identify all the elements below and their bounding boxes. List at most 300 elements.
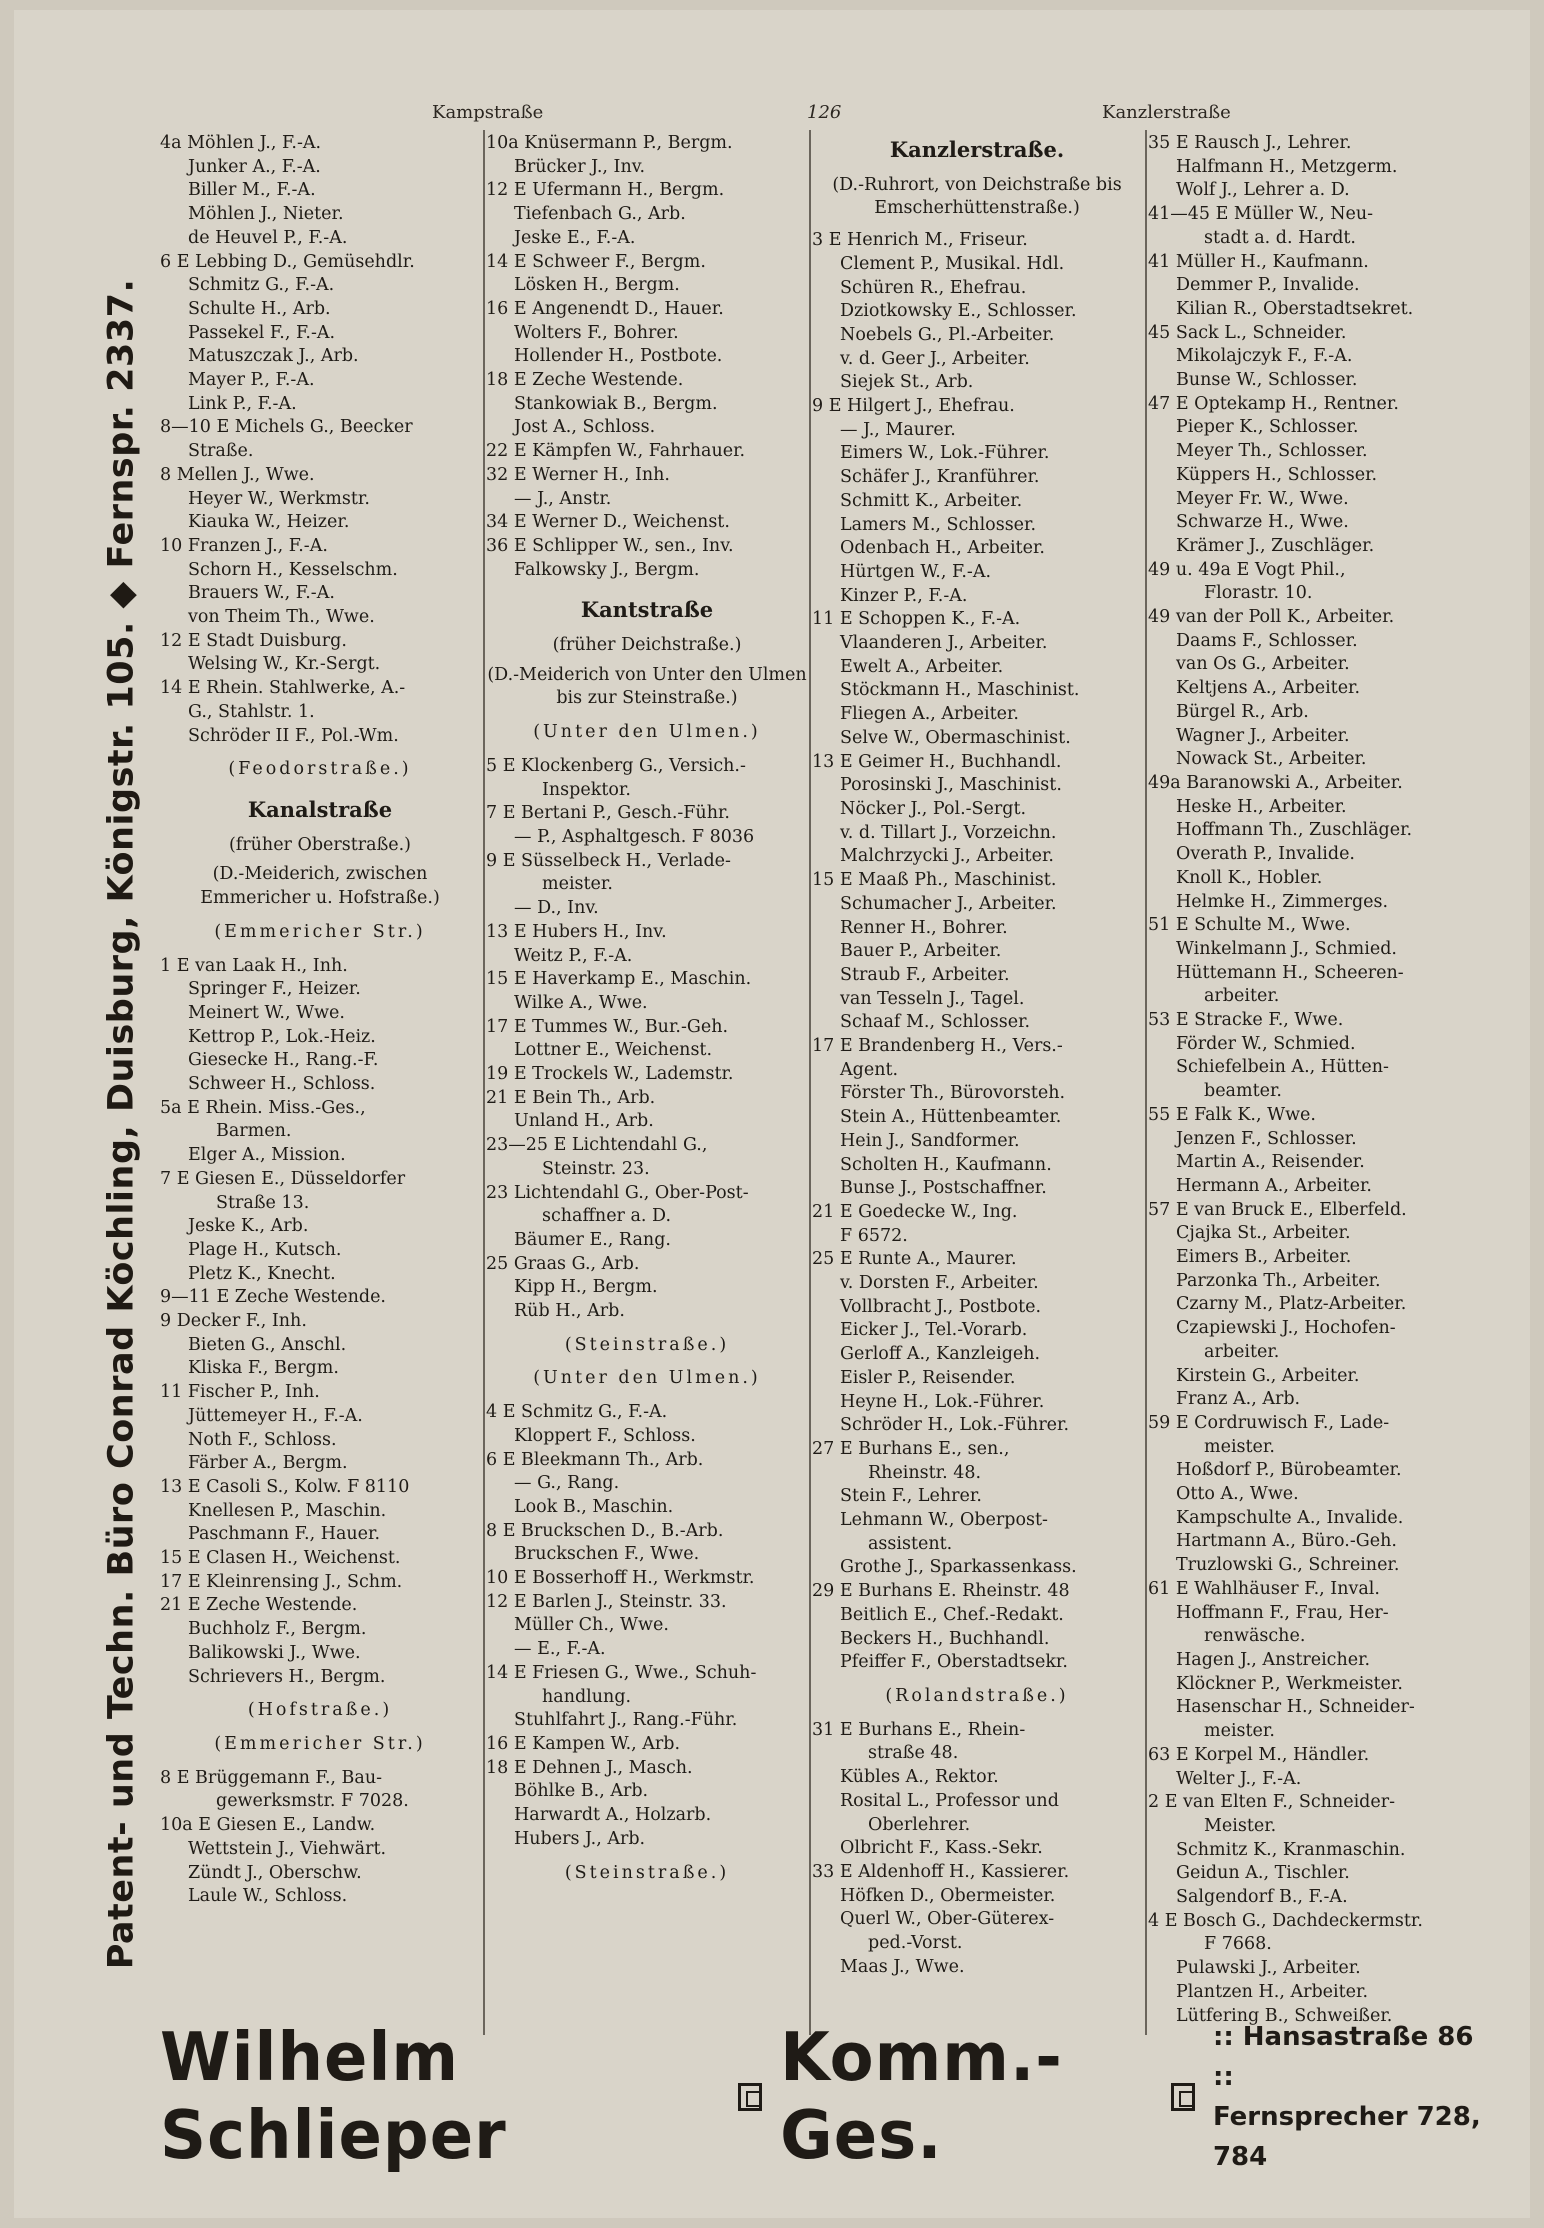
- entry: 9 E Hilgert J., Ehefrau.: [812, 396, 1015, 417]
- entry: 57 E van Bruck E., Elberfeld.: [1148, 1199, 1407, 1220]
- entry: Bunse J., Postschaffner.: [840, 1178, 1047, 1199]
- entry: Meyer Fr. W., Wwe.: [1176, 488, 1349, 509]
- entry: Meister.: [1204, 1815, 1277, 1836]
- entry: Bunse W., Schlosser.: [1176, 370, 1358, 391]
- entry: Martin A., Reisender.: [1176, 1152, 1365, 1173]
- entry: Renner H., Bohrer.: [840, 917, 1008, 938]
- entry: Wettstein J., Viehwärt.: [188, 1838, 387, 1859]
- entry: 8 E Brüggemann F., Bau-: [160, 1767, 383, 1788]
- street-heading: Kanalstraße: [247, 796, 393, 822]
- entry: 5 E Klockenberg G., Versich.-: [486, 755, 746, 776]
- entry: Barmen.: [216, 1121, 292, 1142]
- entry: Schumacher J., Arbeiter.: [840, 893, 1057, 914]
- entry: Höfken D., Obermeister.: [840, 1885, 1056, 1906]
- entry: — J., Maurer.: [840, 419, 956, 440]
- entry: Welter J., F.-A.: [1176, 1768, 1302, 1789]
- street-note: (Rolandstraße.): [885, 1686, 1069, 1706]
- entry: Kinzer P., F.-A.: [840, 585, 968, 606]
- entry: — J., Anstr.: [514, 488, 612, 509]
- entry: 21 E Goedecke W., Ing.: [812, 1201, 1018, 1222]
- entry: handlung.: [542, 1686, 632, 1707]
- entry: 25 Graas G., Arb.: [486, 1253, 640, 1274]
- entry: Schröder H., Lok.-Führer.: [840, 1415, 1070, 1436]
- entry: Demmer P., Invalide.: [1176, 275, 1360, 296]
- entry: 36 E Schlipper W., sen., Inv.: [486, 535, 734, 556]
- entry: 17 E Kleinrensing J., Schm.: [160, 1571, 403, 1592]
- entry: Noebels G., Pl.-Arbeiter.: [840, 324, 1055, 345]
- entry: Pulawski J., Arbeiter.: [1176, 1958, 1361, 1979]
- entry: Hasenschar H., Schneider-: [1176, 1697, 1415, 1718]
- entry: Porosinski J., Maschinist.: [840, 775, 1062, 796]
- entry: Jeske E., F.-A.: [514, 227, 636, 248]
- entry: 33 E Aldenhoff H., Kassierer.: [812, 1861, 1070, 1882]
- entry: 17 E Brandenberg H., Vers.-: [812, 1036, 1063, 1057]
- entry: gewerksmstr. F 7028.: [216, 1791, 409, 1812]
- street-note: (Steinstraße.): [564, 1334, 730, 1355]
- entry: Eimers B., Arbeiter.: [1176, 1247, 1352, 1268]
- entry: Krämer J., Zuschläger.: [1176, 535, 1375, 556]
- entry: 23 Lichtendahl G., Ober-Post-: [486, 1182, 749, 1203]
- entry: van Tesseln J., Tagel.: [840, 988, 1025, 1009]
- entry: Hoffmann F., Frau, Her-: [1176, 1602, 1389, 1623]
- entry: Siejek St., Arb.: [840, 372, 974, 393]
- entry: Laule W., Schloss.: [188, 1886, 348, 1907]
- entry: 14 E Friesen G., Wwe., Schuh-: [486, 1662, 757, 1683]
- entry: — P., Asphaltgesch. F 8036: [514, 826, 755, 847]
- entry: 23—25 E Lichtendahl G.,: [486, 1135, 708, 1156]
- entry: schaffner a. D.: [542, 1206, 672, 1227]
- entry: Plantzen H., Arbeiter.: [1176, 1981, 1369, 2002]
- entry: Hollender H., Postbote.: [514, 346, 723, 367]
- entry: F 6572.: [840, 1225, 908, 1246]
- entry: 3 E Henrich M., Friseur.: [812, 230, 1028, 251]
- entry: Elger A., Mission.: [188, 1145, 346, 1166]
- entry: 9 E Süsselbeck H., Verlade-: [486, 850, 731, 871]
- entry: 12 E Ufermann H., Bergm.: [486, 180, 725, 201]
- header-right: Kanzlerstraße: [1102, 102, 1231, 123]
- entry: Heyne H., Lok.-Führer.: [840, 1391, 1045, 1412]
- entry: Wilke A., Wwe.: [514, 992, 648, 1013]
- entry: Kübles A., Rektor.: [840, 1767, 999, 1788]
- entry: Bruckschen F., Wwe.: [514, 1544, 700, 1565]
- entry: 4a Möhlen J., F.-A.: [160, 133, 322, 153]
- entry: Meyer Th., Schlosser.: [1176, 441, 1368, 462]
- side-advertisement: [86, 118, 156, 2130]
- entry: 5a E Rhein. Miss.-Ges.,: [160, 1097, 366, 1118]
- entry: 10 E Bosserhoff H., Werkmstr.: [486, 1568, 755, 1589]
- street-note: (Feodorstraße.): [228, 759, 412, 780]
- entry: Noth F., Schloss.: [188, 1429, 337, 1450]
- entry: 61 E Wahlhäuser F., Inval.: [1148, 1578, 1380, 1599]
- entry: Kettrop P., Lok.-Heiz.: [188, 1026, 376, 1047]
- entry: 13 E Casoli S., Kolw. F 8110: [160, 1476, 410, 1497]
- entry: 19 E Trockels W., Lademstr.: [486, 1064, 734, 1085]
- entry: arbeiter.: [1204, 1341, 1280, 1362]
- entry: Hoffmann Th., Zuschläger.: [1176, 820, 1413, 841]
- entry: Wolf J., Lehrer a. D.: [1176, 180, 1350, 201]
- entry: Maas J., Wwe.: [840, 1956, 965, 1977]
- entry: Förder W., Schmied.: [1176, 1033, 1356, 1054]
- entry: Mikolajczyk F., F.-A.: [1176, 346, 1353, 367]
- entry: meister.: [1204, 1436, 1275, 1457]
- entry: Franz A., Arb.: [1176, 1389, 1301, 1410]
- entry: 11 E Schoppen K., F.-A.: [812, 609, 1021, 630]
- entry: Salgendorf B., F.-A.: [1176, 1887, 1348, 1908]
- entry: 15 E Clasen H., Weichenst.: [160, 1548, 401, 1569]
- entry: Helmke H., Zimmerges.: [1176, 891, 1389, 912]
- entry: Junker A., F.-A.: [188, 156, 321, 177]
- advertiser-name: Wilhelm Schlieper: [160, 2019, 507, 2175]
- entry: Harwardt A., Holzarb.: [514, 1805, 712, 1826]
- entry: 32 E Werner H., Inh.: [486, 464, 670, 485]
- entry: Schmitz K., Kranmaschin.: [1176, 1839, 1406, 1860]
- entry: Hoßdorf P., Bürobeamter.: [1176, 1460, 1402, 1481]
- entry: Stuhlfahrt J., Rang.-Führ.: [514, 1710, 738, 1731]
- entry: Schulte H., Arb.: [188, 298, 331, 319]
- header-left: Kampstraße: [432, 102, 544, 123]
- advertiser-phone: Fernsprecher 728, 784: [1212, 2102, 1481, 2172]
- entry: Rosital L., Professor und: [840, 1790, 1059, 1811]
- column-1: [160, 132, 480, 1909]
- entry: Hubers J., Arb.: [514, 1828, 646, 1849]
- street-heading: Kantstraße: [580, 597, 714, 623]
- square-ornament-icon: [1171, 2083, 1195, 2111]
- entry: Scholten H., Kaufmann.: [840, 1154, 1052, 1175]
- entry: Paschmann F., Hauer.: [188, 1524, 381, 1545]
- entry: Querl W., Ober-Güterex-: [840, 1909, 1055, 1930]
- street-note: (Emmericher Str.): [214, 921, 426, 942]
- entry: Nowack St., Arbeiter.: [1176, 749, 1367, 770]
- column-divider: [1145, 130, 1147, 2035]
- entry: Pfeiffer F., Oberstadtsekr.: [840, 1652, 1068, 1673]
- entry: Schröder II F., Pol.-Wm.: [188, 725, 399, 746]
- entry: Straße 13.: [216, 1192, 310, 1213]
- entry: Kiauka W., Heizer.: [188, 512, 350, 533]
- entry: Plage H., Kutsch.: [188, 1239, 342, 1260]
- entry: 51 E Schulte M., Wwe.: [1148, 915, 1351, 936]
- entry: Möhlen J., Nieter.: [188, 204, 344, 225]
- entry: Hürtgen W., F.-A.: [840, 561, 992, 582]
- entry: 13 E Geimer H., Buchhandl.: [812, 751, 1062, 772]
- entry: Rheinstr. 48.: [868, 1462, 982, 1483]
- entry: Hein J., Sandformer.: [840, 1130, 1020, 1151]
- entry: Schüren R., Ehefrau.: [840, 277, 1027, 298]
- entry: 6 E Bleekmann Th., Arb.: [486, 1449, 704, 1470]
- entry: Lamers M., Schlosser.: [840, 514, 1037, 535]
- entry: Hagen J., Anstreicher.: [1176, 1650, 1371, 1670]
- entry: von Theim Th., Wwe.: [188, 607, 375, 628]
- entry: Tiefenbach G., Arb.: [514, 204, 686, 225]
- entry: Odenbach H., Arbeiter.: [840, 538, 1045, 559]
- entry: Müller Ch., Wwe.: [514, 1615, 669, 1636]
- entry: Schwarze H., Wwe.: [1176, 512, 1349, 533]
- entry: 18 E Zeche Westende.: [486, 370, 684, 391]
- entry: Brücker J., Inv.: [514, 156, 646, 177]
- entry: — E., F.-A.: [514, 1639, 606, 1660]
- entry: ped.-Vorst.: [868, 1933, 963, 1954]
- entry: Eicker J., Tel.-Vorarb.: [840, 1320, 1028, 1341]
- entry: 45 Sack L., Schneider.: [1148, 322, 1347, 343]
- entry: Vollbracht J., Postbote.: [840, 1296, 1042, 1317]
- entry: Oberlehrer.: [868, 1814, 971, 1835]
- entry: Kipp H., Bergm.: [514, 1277, 658, 1298]
- entry: Rüb H., Arb.: [514, 1301, 625, 1322]
- entry: 16 E Kampen W., Arb.: [486, 1734, 681, 1754]
- entry: Eimers W., Lok.-Führer.: [840, 443, 1050, 464]
- street-note: (D.-Meiderich von Unter den Ulmen bis zur Steinstraße.): [487, 664, 807, 709]
- entry: Färber A., Bergm.: [188, 1453, 348, 1474]
- entry: Knoll K., Hobler.: [1176, 867, 1323, 888]
- entry: Biller M., F.-A.: [188, 180, 316, 201]
- entry: Kilian R., Oberstadtsekret.: [1176, 298, 1414, 319]
- entry: renwäsche.: [1204, 1626, 1306, 1647]
- entry: Buchholz F., Bergm.: [188, 1619, 367, 1640]
- entry: — D., Inv.: [514, 898, 599, 919]
- entry: Look B., Maschin.: [514, 1496, 674, 1517]
- entry: Lösken H., Bergm.: [514, 275, 680, 296]
- entry: 10a Knüsermann P., Bergm.: [486, 133, 733, 153]
- entry: Agent.: [840, 1059, 899, 1080]
- street-note: (früher Oberstraße.): [228, 834, 411, 855]
- entry: Heske H., Arbeiter.: [1176, 796, 1347, 817]
- entry: stadt a. d. Hardt.: [1204, 227, 1356, 248]
- entry: Matuszczak J., Arb.: [188, 346, 359, 367]
- entry: Lehmann W., Oberpost-: [840, 1510, 1048, 1531]
- street-note: (früher Deichstraße.): [552, 635, 742, 656]
- entry: 34 E Werner D., Weichenst.: [486, 512, 730, 533]
- entry: 15 E Haverkamp E., Maschin.: [486, 969, 752, 990]
- entry: Kliska F., Bergm.: [188, 1358, 339, 1379]
- entry: 22 E Kämpfen W., Fahrhauer.: [486, 441, 746, 462]
- street-note: (Emmericher Str.): [214, 1734, 426, 1754]
- entry: 14 E Schweer F., Bergm.: [486, 251, 706, 272]
- entry: Küppers H., Schlosser.: [1176, 464, 1378, 485]
- entry: Parzonka Th., Arbeiter.: [1176, 1270, 1381, 1291]
- entry: 35 E Rausch J., Lehrer.: [1148, 133, 1352, 153]
- side-advertisement-text: Patent- und Techn. Büro Conrad Köchling, Duisburg, Königstr. 105. ◆ Fernspr. 2337.: [101, 278, 142, 1970]
- entry: Eisler P., Reisender.: [840, 1367, 1016, 1388]
- square-ornament-icon: [738, 2083, 762, 2111]
- entry: Mayer P., F.-A.: [188, 370, 315, 391]
- street-note: (Unter den Ulmen.): [533, 722, 761, 743]
- street-note: (Hofstraße.): [247, 1700, 393, 1721]
- entry: 31 E Burhans E., Rhein-: [812, 1719, 1026, 1740]
- entry: 12 E Barlen J., Steinstr. 33.: [486, 1591, 727, 1612]
- entry: Passekel F., F.-A.: [188, 322, 336, 343]
- entry: Knellesen P., Maschin.: [188, 1500, 387, 1521]
- entry: 18 E Dehnen J., Masch.: [486, 1757, 693, 1778]
- street-note: (Unter den Ulmen.): [533, 1368, 761, 1389]
- entry: Weitz P., F.-A.: [514, 945, 633, 966]
- column-divider: [809, 130, 811, 2035]
- entry: Clement P., Musikal. Hdl.: [840, 253, 1065, 274]
- entry: Halfmann H., Metzgerm.: [1176, 156, 1398, 177]
- entry: 21 E Bein Th., Arb.: [486, 1087, 656, 1108]
- entry: Beitlich E., Chef.-Redakt.: [840, 1604, 1064, 1625]
- street-heading: Kanzlerstraße.: [889, 137, 1065, 162]
- entry: Schaaf M., Schlosser.: [840, 1012, 1031, 1033]
- entry: Lütfering B., Schweißer.: [1176, 2005, 1393, 2026]
- entry: Jeske K., Arb.: [188, 1216, 309, 1237]
- entry: Wolters F., Bohrer.: [514, 322, 679, 343]
- entry: Link P., F.-A.: [188, 393, 297, 414]
- entry: Schmitt K., Arbeiter.: [840, 490, 1023, 511]
- bottom-advertisement: [160, 2019, 1490, 2175]
- entry: Schweer H., Schloss.: [188, 1074, 376, 1095]
- entry: Wagner J., Arbeiter.: [1176, 725, 1350, 746]
- entry: Welsing W., Kr.-Sergt.: [188, 654, 381, 675]
- entry: 16 E Angenendt D., Hauer.: [486, 298, 724, 319]
- entry: beamter.: [1204, 1081, 1282, 1102]
- entry: v. d. Tillart J., Vorzeichn.: [840, 822, 1057, 843]
- entry: 15 E Maaß Ph., Maschinist.: [812, 870, 1057, 891]
- entry: F 7668.: [1204, 1934, 1272, 1955]
- entry: Grothe J., Sparkassenkass.: [840, 1557, 1077, 1578]
- entry: 13 E Hubers H., Inv.: [486, 921, 667, 942]
- entry: 63 E Korpel M., Händler.: [1148, 1744, 1370, 1765]
- entry: 17 E Tummes W., Bur.-Geh.: [486, 1016, 729, 1037]
- entry: Straße.: [188, 441, 254, 462]
- entry: 21 E Zeche Westende.: [160, 1595, 358, 1616]
- entry: Bieten G., Anschl.: [188, 1334, 347, 1355]
- entry: Unland H., Arb.: [514, 1111, 654, 1132]
- entry: — G., Rang.: [514, 1473, 620, 1494]
- entry: Keltjens A., Arbeiter.: [1176, 678, 1361, 699]
- entry: Hermann A., Arbeiter.: [1176, 1175, 1372, 1196]
- entry: 29 E Burhans E. Rheinstr. 48: [812, 1581, 1070, 1602]
- entry: 55 E Falk K., Wwe.: [1148, 1104, 1316, 1125]
- entry: v. Dorsten F., Arbeiter.: [840, 1273, 1039, 1294]
- column-divider: [483, 130, 485, 2035]
- entry: Selve W., Obermaschinist.: [840, 727, 1071, 748]
- entry: 14 E Rhein. Stahlwerke, A.-: [160, 678, 406, 699]
- entry: v. d. Geer J., Arbeiter.: [840, 348, 1030, 369]
- entry: Fliegen A., Arbeiter.: [840, 704, 1019, 725]
- entry: 9 Decker F., Inh.: [160, 1311, 307, 1332]
- column-4: [1148, 132, 1478, 2028]
- page-number: 126: [807, 102, 842, 123]
- entry: Gerloff A., Kanzleigeh.: [840, 1344, 1041, 1365]
- entry: Czapiewski J., Hochofen-: [1176, 1318, 1396, 1339]
- entry: Otto A., Wwe.: [1176, 1484, 1299, 1505]
- entry: 49 van der Poll K., Arbeiter.: [1148, 607, 1395, 628]
- street-note: (Steinstraße.): [564, 1862, 730, 1883]
- entry: Stein F., Lehrer.: [840, 1486, 982, 1507]
- entry: Winkelmann J., Schmied.: [1176, 938, 1397, 959]
- entry: Schmitz G., F.-A.: [188, 275, 335, 296]
- entry: 49 u. 49a E Vogt Phil.,: [1148, 559, 1346, 580]
- entry: de Heuvel P., F.-A.: [188, 227, 348, 248]
- entry: Förster Th., Bürovorsteh.: [840, 1083, 1066, 1104]
- entry: Beckers H., Buchhandl.: [840, 1628, 1050, 1649]
- entry: 2 E van Elten F., Schneider-: [1148, 1792, 1396, 1813]
- entry: Schorn H., Kesselschm.: [188, 559, 398, 580]
- entry: Cjajka St., Arbeiter.: [1176, 1223, 1351, 1244]
- entry: Inspektor.: [542, 779, 631, 800]
- entry: 10a E Giesen E., Landw.: [160, 1815, 376, 1836]
- entry: Straub F., Arbeiter.: [840, 964, 1010, 985]
- entry: Bürgel R., Arb.: [1176, 701, 1309, 722]
- column-2: [486, 132, 808, 1895]
- entry: 8—10 E Michels G., Beecker: [160, 417, 413, 438]
- entry: Schäfer J., Kranführer.: [840, 467, 1040, 488]
- entry: 4 E Bosch G., Dachdeckermstr.: [1148, 1910, 1423, 1931]
- entry: Pieper K., Schlosser.: [1176, 417, 1359, 438]
- entry: 8 E Bruckschen D., B.-Arb.: [486, 1520, 724, 1541]
- entry: Kirstein G., Arbeiter.: [1176, 1365, 1360, 1386]
- entry: Vlaanderen J., Arbeiter.: [840, 633, 1048, 654]
- street-note: (D.-Meiderich, zwischen Emmericher u. Hofstraße.): [200, 864, 440, 909]
- entry: Olbricht F., Kass.-Sekr.: [840, 1838, 1043, 1859]
- entry: van Os G., Arbeiter.: [1176, 654, 1350, 675]
- entry: Bäumer E., Rang.: [514, 1229, 671, 1250]
- entry: Heyer W., Werkmstr.: [188, 488, 370, 509]
- entry: Kampschulte A., Invalide.: [1176, 1507, 1404, 1528]
- advertiser-address: :: Hansastraße 86 ::: [1212, 2022, 1474, 2092]
- entry: 49a Baranowski A., Arbeiter.: [1148, 772, 1403, 793]
- entry: Giesecke H., Rang.-F.: [188, 1050, 379, 1071]
- entry: Pletz K., Knecht.: [188, 1263, 336, 1284]
- entry: Balikowski J., Wwe.: [188, 1642, 361, 1663]
- entry: 9—11 E Zeche Westende.: [160, 1287, 386, 1308]
- entry: Ewelt A., Arbeiter.: [840, 656, 1004, 677]
- entry: 47 E Optekamp H., Rentner.: [1148, 393, 1399, 414]
- entry: 1 E van Laak H., Inh.: [160, 955, 348, 976]
- entry: Bauer P., Arbeiter.: [840, 941, 1002, 962]
- company-type: Komm.-Ges.: [780, 2019, 1063, 2175]
- entry: 8 Mellen J., Wwe.: [160, 464, 315, 485]
- entry: 6 E Lebbing D., Gemüsehdlr.: [160, 251, 415, 272]
- entry: 53 E Stracke F., Wwe.: [1148, 1010, 1344, 1031]
- entry: 25 E Runte A., Maurer.: [812, 1249, 1017, 1270]
- entry: straße 48.: [868, 1743, 959, 1764]
- entry: 41—45 E Müller W., Neu-: [1148, 204, 1374, 225]
- entry: Florastr. 10.: [1204, 583, 1313, 604]
- column-3: [812, 132, 1142, 1979]
- entry: arbeiter.: [1204, 986, 1280, 1007]
- entry: Springer F., Heizer.: [188, 979, 361, 1000]
- entry: meister.: [1204, 1721, 1275, 1742]
- entry: Dziotkowsky E., Schlosser.: [840, 301, 1077, 322]
- advertiser-contact: [1213, 2017, 1490, 2177]
- entry: 12 E Stadt Duisburg.: [160, 630, 347, 651]
- entry: G., Stahlstr. 1.: [188, 701, 315, 722]
- entry: Stankowiak B., Bergm.: [514, 393, 718, 414]
- entry: Kloppert F., Schloss.: [514, 1425, 696, 1446]
- entry: Stöckmann H., Maschinist.: [840, 680, 1080, 701]
- entry: Overath P., Invalide.: [1176, 844, 1355, 865]
- entry: 59 E Cordruwisch F., Lade-: [1148, 1412, 1390, 1433]
- entry: Geidun A., Tischler.: [1176, 1863, 1350, 1884]
- entry: Brauers W., F.-A.: [188, 583, 335, 604]
- entry: Daams F., Schlosser.: [1176, 630, 1358, 651]
- entry: assistent.: [868, 1533, 953, 1554]
- entry: Stein A., Hüttenbeamter.: [840, 1107, 1062, 1128]
- entry: Böhlke B., Arb.: [514, 1781, 649, 1802]
- entry: Jenzen F., Schlosser.: [1176, 1128, 1357, 1149]
- entry: Nöcker J., Pol.-Sergt.: [840, 798, 1027, 819]
- entry: Czarny M., Platz-Arbeiter.: [1176, 1294, 1407, 1315]
- entry: Falkowsky J., Bergm.: [514, 559, 700, 580]
- entry: Schrievers H., Bergm.: [188, 1666, 386, 1687]
- entry: 27 E Burhans E., sen.,: [812, 1438, 1010, 1459]
- entry: meister.: [542, 874, 613, 895]
- entry: Jüttemeyer H., F.-A.: [188, 1405, 363, 1426]
- entry: 4 E Schmitz G., F.-A.: [486, 1402, 668, 1423]
- entry: 11 Fischer P., Inh.: [160, 1382, 320, 1403]
- street-note: (D.-Ruhrort, von Deichstraße bis Emscherhüttenstraße.): [832, 174, 1122, 219]
- entry: Lottner E., Weichenst.: [514, 1040, 713, 1061]
